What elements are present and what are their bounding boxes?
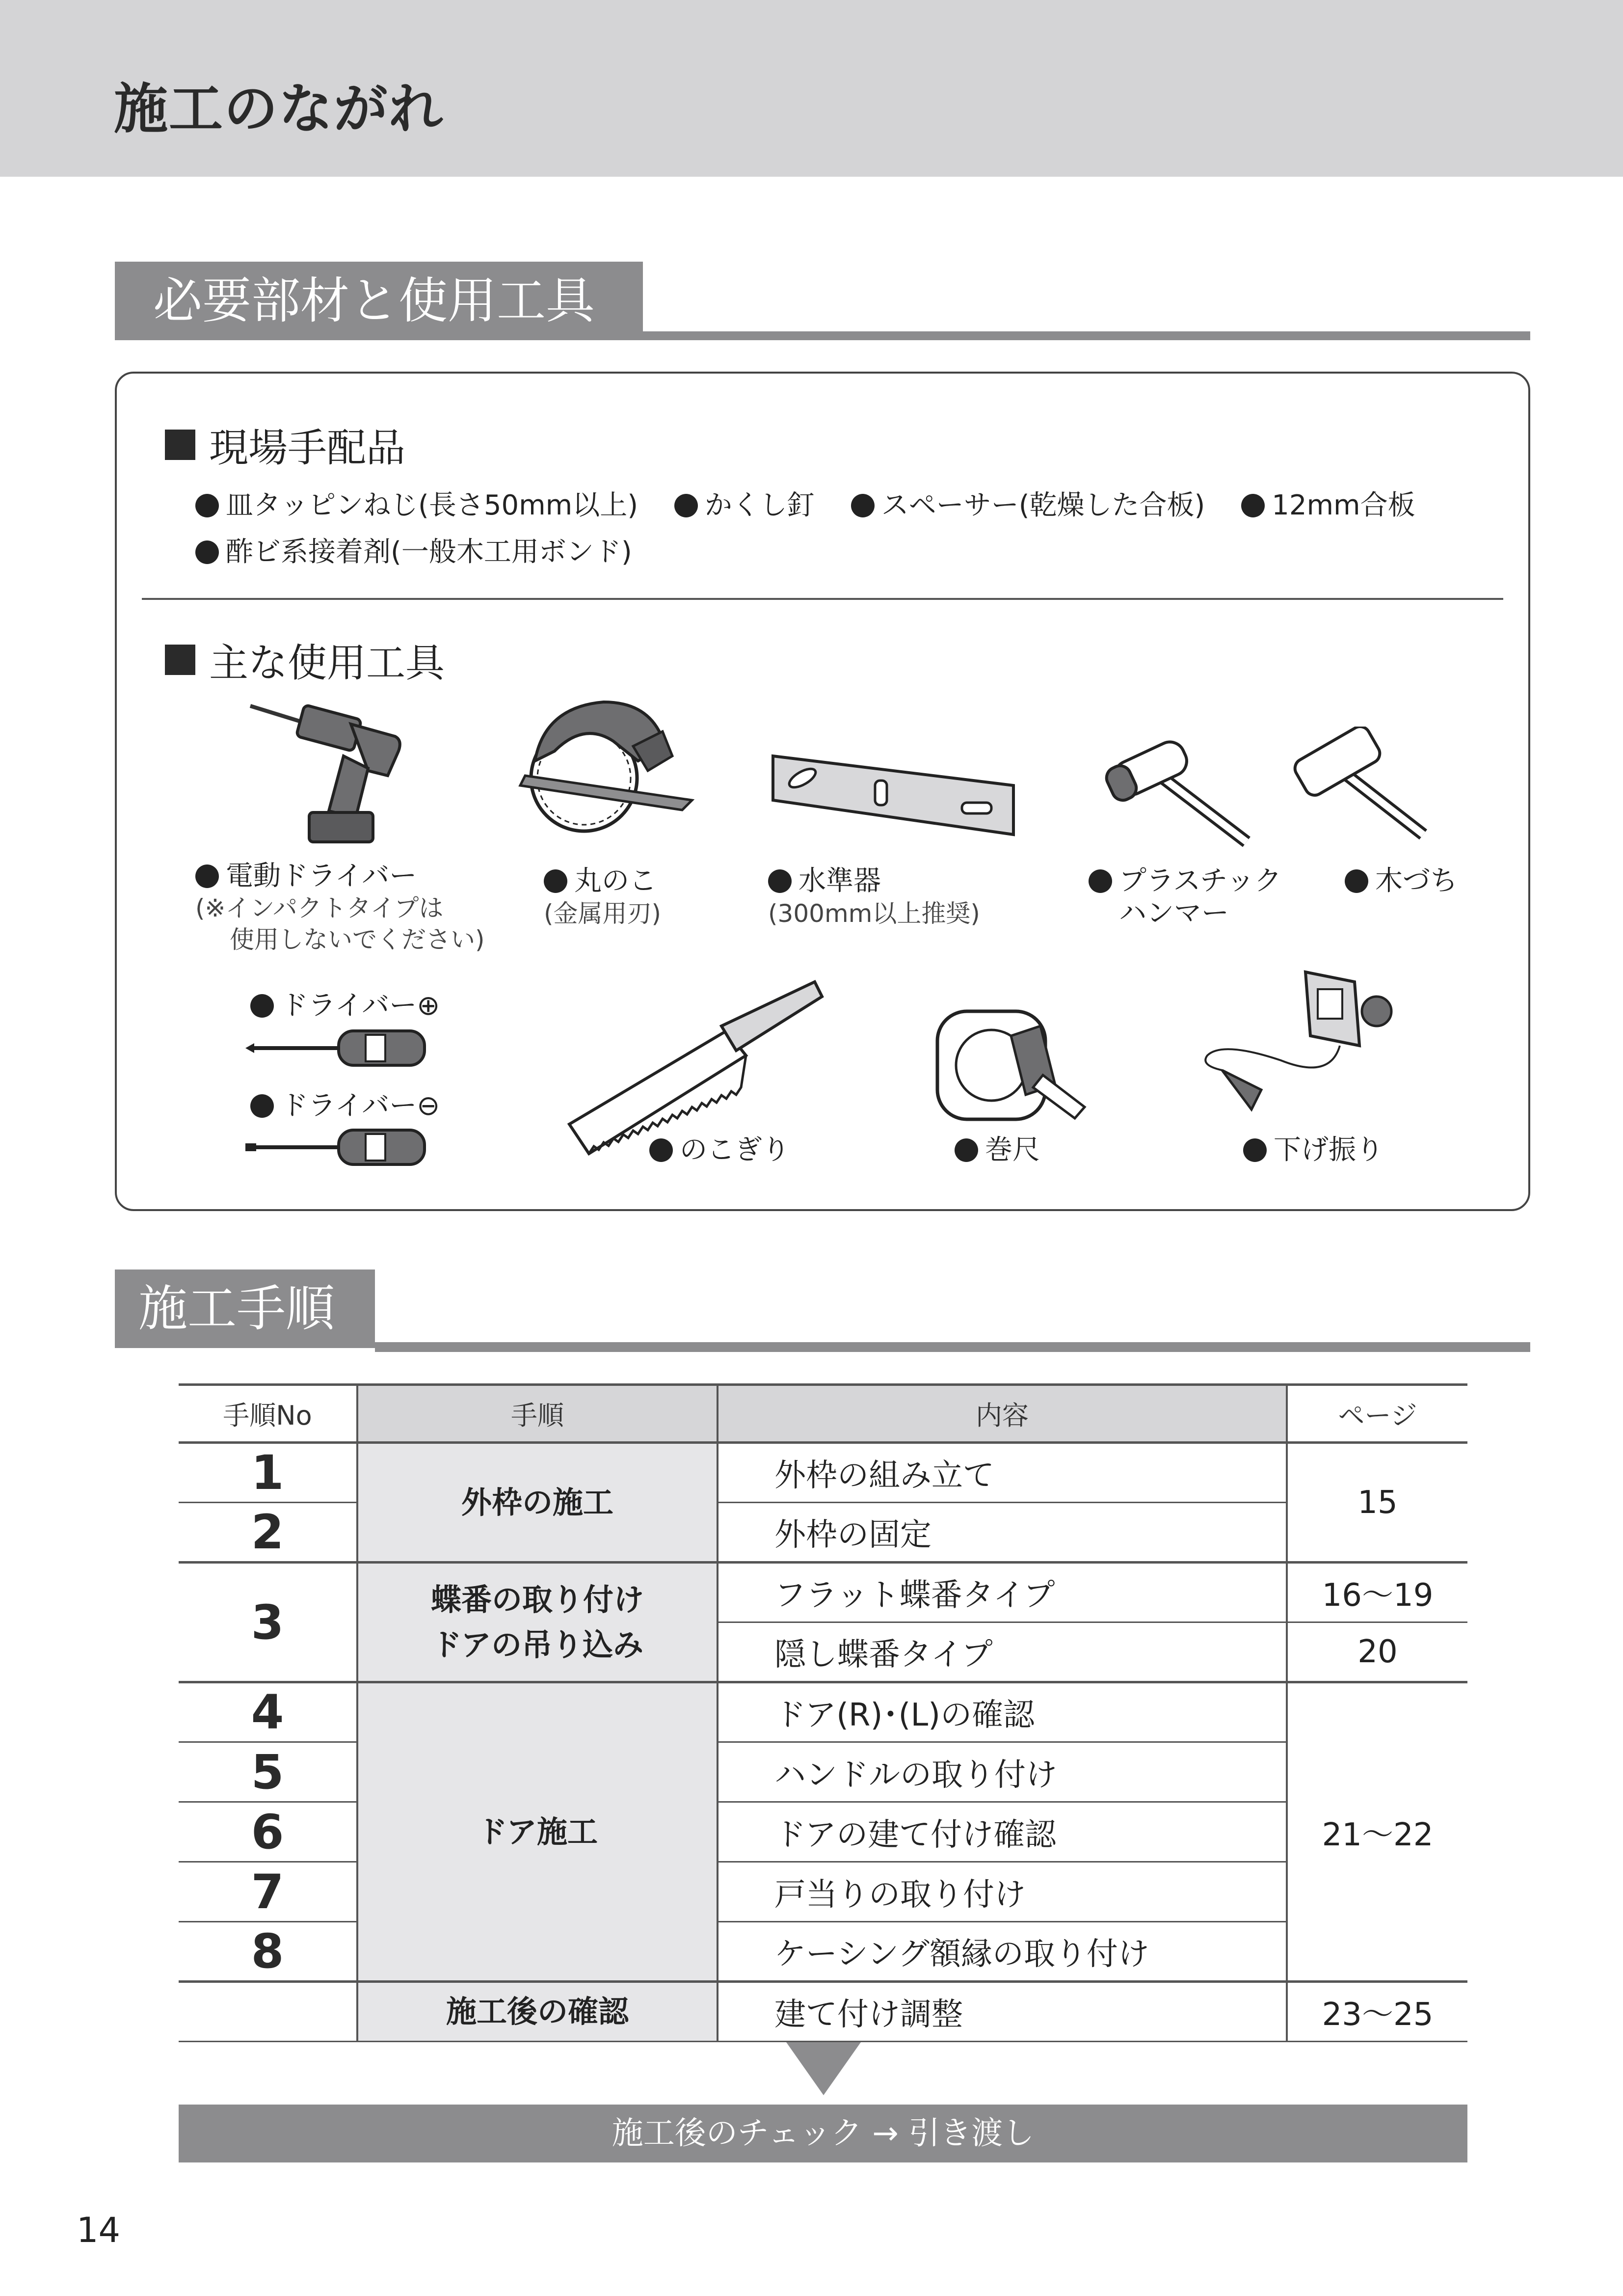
drill-note-2: 使用しないでください) (230, 925, 485, 954)
tools-title: 主な使用工具 (209, 640, 445, 686)
spirit-level-icon (768, 746, 1023, 844)
tools-heading (165, 631, 445, 688)
step-content: 外枠の組み立て (718, 1443, 1287, 1503)
tool-label-level: 水準器 (768, 865, 881, 897)
header-step: 手順 (357, 1385, 718, 1443)
down-arrow-icon (786, 2042, 861, 2095)
header-step-no: 手順No (179, 1385, 357, 1443)
step-page: 15 (1287, 1443, 1467, 1563)
circular-saw-note: (金属用刃) (544, 899, 662, 928)
square-bullet-icon (165, 430, 195, 460)
tool-label-tape-measure: 巻尺 (955, 1134, 1040, 1166)
bullet-icon (250, 994, 274, 1018)
square-bullet-icon (165, 645, 195, 675)
onsite-items-line-2 (195, 530, 632, 569)
onsite-item: スペーサー(乾燥した合板) (881, 489, 1205, 521)
tool-label-flat-driver: ドライバー⊖ (250, 1090, 440, 1122)
step-name-line-1: 蝶番の取り付け (430, 1581, 644, 1618)
step-number: 7 (179, 1862, 357, 1922)
drill-note-1: (※インパクトタイプは (195, 894, 444, 922)
final-step-bar: 施工後のチェック → 引き渡し (179, 2105, 1467, 2162)
step-number: 8 (179, 1922, 357, 1982)
bullet-icon (1089, 869, 1112, 893)
tool-label-plastic-hammer-2: ハンマー (1119, 897, 1229, 929)
step-content: ケーシング額縁の取り付け (718, 1922, 1287, 1982)
level-note: (300mm以上推奨) (768, 899, 980, 928)
box-divider (142, 598, 1503, 600)
step-number: 2 (179, 1503, 357, 1563)
bullet-icon (851, 494, 875, 517)
bullet-icon (955, 1138, 978, 1162)
onsite-item: かくし釘 (704, 489, 815, 521)
handsaw-icon (564, 977, 825, 1159)
onsite-item: 皿タッピンねじ(長さ50mm以上) (226, 489, 639, 521)
step-number (179, 1982, 357, 2042)
step-name (357, 1563, 718, 1682)
tool-label-mallet: 木づち (1345, 865, 1458, 897)
step-name: 外枠の施工 (357, 1443, 718, 1563)
tape-measure-icon (928, 1001, 1094, 1139)
onsite-item: 酢ビ系接着剤(一般木工用ボンド) (226, 536, 632, 568)
circular-saw-icon (515, 687, 697, 844)
step-number: 1 (179, 1443, 357, 1503)
step-number: 4 (179, 1682, 357, 1742)
step-name: ドア施工 (357, 1682, 718, 1982)
header-band (0, 0, 1623, 177)
step-name: 施工後の確認 (357, 1982, 718, 2042)
bullet-icon (674, 494, 698, 517)
wooden-mallet-icon (1286, 727, 1433, 844)
step-number: 6 (179, 1802, 357, 1862)
step-page: 20 (1287, 1622, 1467, 1682)
step-page: 21～22 (1287, 1682, 1467, 1982)
step-page: 16～19 (1287, 1563, 1467, 1622)
bullet-icon (1345, 869, 1368, 893)
bullet-icon (1243, 1138, 1267, 1162)
tool-label-phillips-driver: ドライバー⊕ (250, 990, 440, 1022)
bullet-icon (1241, 494, 1265, 517)
bullet-icon (768, 869, 792, 893)
parts-section-title: 必要部材と使用工具 (115, 262, 643, 340)
header-page: ページ (1287, 1385, 1467, 1443)
step-number: 3 (179, 1563, 357, 1682)
step-content: 外枠の固定 (718, 1503, 1287, 1563)
onsite-items-line-1 (195, 484, 1415, 523)
step-content: ドアの建て付け確認 (718, 1802, 1287, 1862)
section-rule (643, 331, 1530, 340)
bullet-icon (195, 494, 219, 517)
step-content: 隠し蝶番タイプ (718, 1622, 1287, 1682)
page-title: 施工のながれ (114, 78, 444, 140)
page-number: 14 (77, 2210, 121, 2250)
onsite-heading (165, 416, 405, 473)
table-row (179, 1443, 1467, 1503)
tool-label-plumb-bob: 下げ振り (1243, 1134, 1384, 1166)
plastic-hammer-icon (1099, 731, 1251, 849)
procedure-section-title: 施工手順 (115, 1270, 375, 1348)
table-row (179, 1563, 1467, 1622)
flathead-screwdriver-icon (245, 1125, 432, 1169)
onsite-title: 現場手配品 (209, 425, 405, 471)
procedure-table (179, 1383, 1467, 2042)
bullet-icon (250, 1094, 274, 1118)
table-row (179, 1982, 1467, 2042)
tool-label-drill: 電動ドライバー (195, 860, 417, 892)
step-name-line-2: ドアの吊り込み (431, 1626, 644, 1663)
plumb-bob-icon (1193, 962, 1404, 1129)
step-number: 5 (179, 1742, 357, 1802)
bullet-icon (195, 864, 219, 888)
onsite-item: 12mm合板 (1272, 489, 1415, 521)
section-rule (375, 1342, 1530, 1352)
header-content: 内容 (718, 1385, 1287, 1443)
phillips-screwdriver-icon (245, 1026, 432, 1070)
step-content: ドア(R)･(L)の確認 (718, 1682, 1287, 1742)
step-page: 23～25 (1287, 1982, 1467, 2042)
tool-label-circular-saw: 丸のこ (544, 865, 657, 897)
bullet-icon (649, 1138, 673, 1162)
tool-label-handsaw: のこぎり (649, 1134, 790, 1166)
table-row (179, 1682, 1467, 1742)
step-content: 戸当りの取り付け (718, 1862, 1287, 1922)
bullet-icon (544, 869, 567, 893)
step-content: フラット蝶番タイプ (718, 1563, 1287, 1622)
tool-label-plastic-hammer: プラスチック (1089, 865, 1282, 897)
table-header-row (179, 1385, 1467, 1443)
step-content: 建て付け調整 (718, 1982, 1287, 2042)
step-content: ハンドルの取り付け (718, 1742, 1287, 1802)
bullet-icon (195, 540, 219, 564)
electric-drill-icon (245, 697, 407, 854)
